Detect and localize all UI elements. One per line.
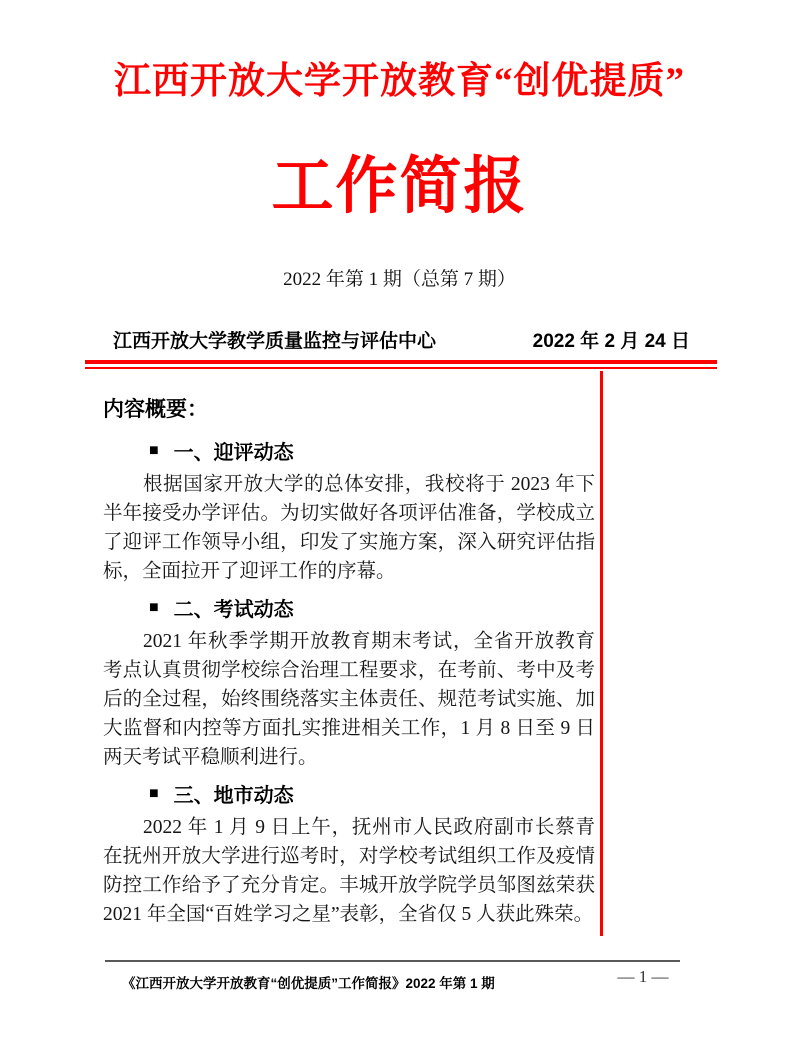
section-heading: [149, 436, 595, 465]
publisher-name: 江西开放大学教学质量监控与评估中心: [113, 331, 437, 352]
content-area: [103, 393, 595, 929]
section-heading-label: 二、考试动态: [173, 599, 294, 621]
square-bullet-icon: ■: [149, 784, 159, 802]
bulletin-supertitle: 江西开放大学开放教育“创优提质”: [114, 61, 685, 102]
footer-rule: [105, 960, 680, 962]
section-dishi: [103, 779, 595, 929]
section-yingping: [103, 436, 595, 586]
section-kaoshi: [103, 593, 595, 772]
publish-date: 2022 年 2 月 24 日: [532, 331, 690, 352]
section-paragraph: 根据国家开放大学的总体安排，我校将于 2023 年下半年接受办学评估。为切实做好各项评估准备，学校成立了迎评工作领导小组，印发了实施方案，深入研究评估指标，全面拉开了迎评工作的序幕。: [103, 474, 595, 582]
right-vertical-rule: [600, 371, 603, 936]
section-heading-label: 一、迎评动态: [173, 442, 294, 464]
section-heading-label: 三、地市动态: [173, 785, 294, 807]
square-bullet-icon: ■: [149, 441, 159, 459]
section-heading: [149, 593, 595, 622]
footer-citation: 《江西开放大学开放教育“创优提质”工作简报》2022 年第 1 期: [122, 976, 495, 991]
section-paragraph: 2021 年秋季学期开放教育期末考试，全省开放教育考点认真贯彻学校综合治理工程要求，在考前、考中及考后的全过程，始终围绕落实主体责任、规范考试实施、加大监督和内控等方面扎实推进相关工作，1 月 8 日至 9 日两天考试平稳顺利进行。: [103, 631, 595, 768]
section-paragraph: 2022 年 1 月 9 日上午，抚州市人民政府副市长蔡青在抚州开放大学进行巡考时，对学校考试组织工作及疫情防控工作给予了充分肯定。丰城开放学院学员邹图兹荣获 2021 年全国“百姓学习之星”表彰，全省仅 5 人获此殊荣。: [103, 817, 595, 925]
summary-label: 内容概要：: [103, 398, 208, 421]
publisher-row: [113, 326, 690, 353]
square-bullet-icon: ■: [149, 598, 159, 616]
bulletin-title: 工作简报: [271, 153, 528, 221]
page-number: — 1 —: [617, 967, 669, 986]
section-heading: [149, 779, 595, 808]
masthead-double-rule: [85, 360, 717, 369]
rule-thin-line: [85, 367, 717, 369]
issue-line: 2022 年第 1 期（总第 7 期）: [283, 269, 516, 290]
